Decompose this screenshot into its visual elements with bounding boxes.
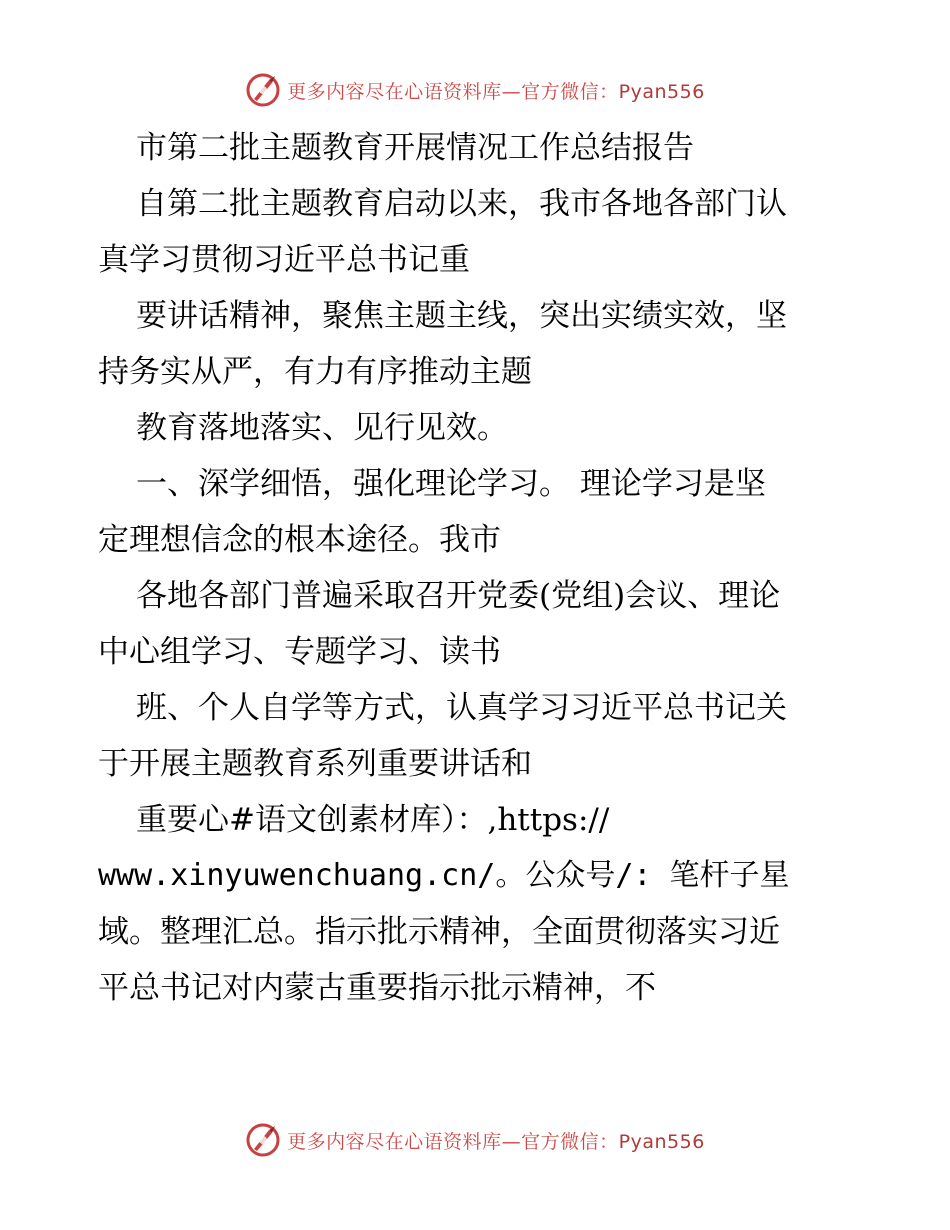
paragraph-line: 定理想信念的根本途径。我市 <box>98 522 501 558</box>
paragraph-line: 班、个人自学等方式，认真学习习近平总书记关 <box>136 690 787 726</box>
section-heading-line: 一、深学细悟，强化理论学习。 理论学习是坚 <box>136 466 766 502</box>
document-body <box>98 120 858 1016</box>
url-line: www.xinyuwenchuang.cn/。公众号/: 笔杆子星 <box>98 858 790 893</box>
quill-circle-icon <box>245 72 281 108</box>
doc-title: 市第二批主题教育开展情况工作总结报告 <box>136 130 694 166</box>
footer-watermark-text: 更多内容尽在心语资料库—官方微信：Pyan556 <box>287 1130 705 1153</box>
paragraph-line: 各地各部门普遍采取召开党委(党组)会议、理论 <box>136 578 781 614</box>
paragraph-line: 重要心#语文创素材库）：,https:// <box>136 802 610 838</box>
paragraph-line: 平总书记对内蒙古重要指示批示精神，不 <box>98 970 656 1006</box>
paragraph-line: 域。整理汇总。指示批示精神，全面贯彻落实习近 <box>98 914 780 950</box>
paragraph-line: 于开展主题教育系列重要讲话和 <box>98 746 532 782</box>
paragraph-line: 自第二批主题教育启动以来，我市各地各部门认 <box>136 186 787 222</box>
paragraph-line: 持务实从严，有力有序推动主题 <box>98 354 532 390</box>
footer-watermark-banner <box>0 1118 950 1162</box>
header-watermark-banner <box>0 68 950 112</box>
paragraph-line: 教育落地落实、见行见效。 <box>136 410 508 446</box>
paragraph-line: 中心组学习、专题学习、读书 <box>98 634 501 670</box>
quill-circle-icon <box>245 1122 281 1158</box>
header-watermark-text: 更多内容尽在心语资料库—官方微信：Pyan556 <box>287 80 705 103</box>
paragraph-line: 要讲话精神，聚焦主题主线，突出实绩实效，坚 <box>136 298 787 334</box>
paragraph-line: 真学习贯彻习近平总书记重 <box>98 242 470 278</box>
